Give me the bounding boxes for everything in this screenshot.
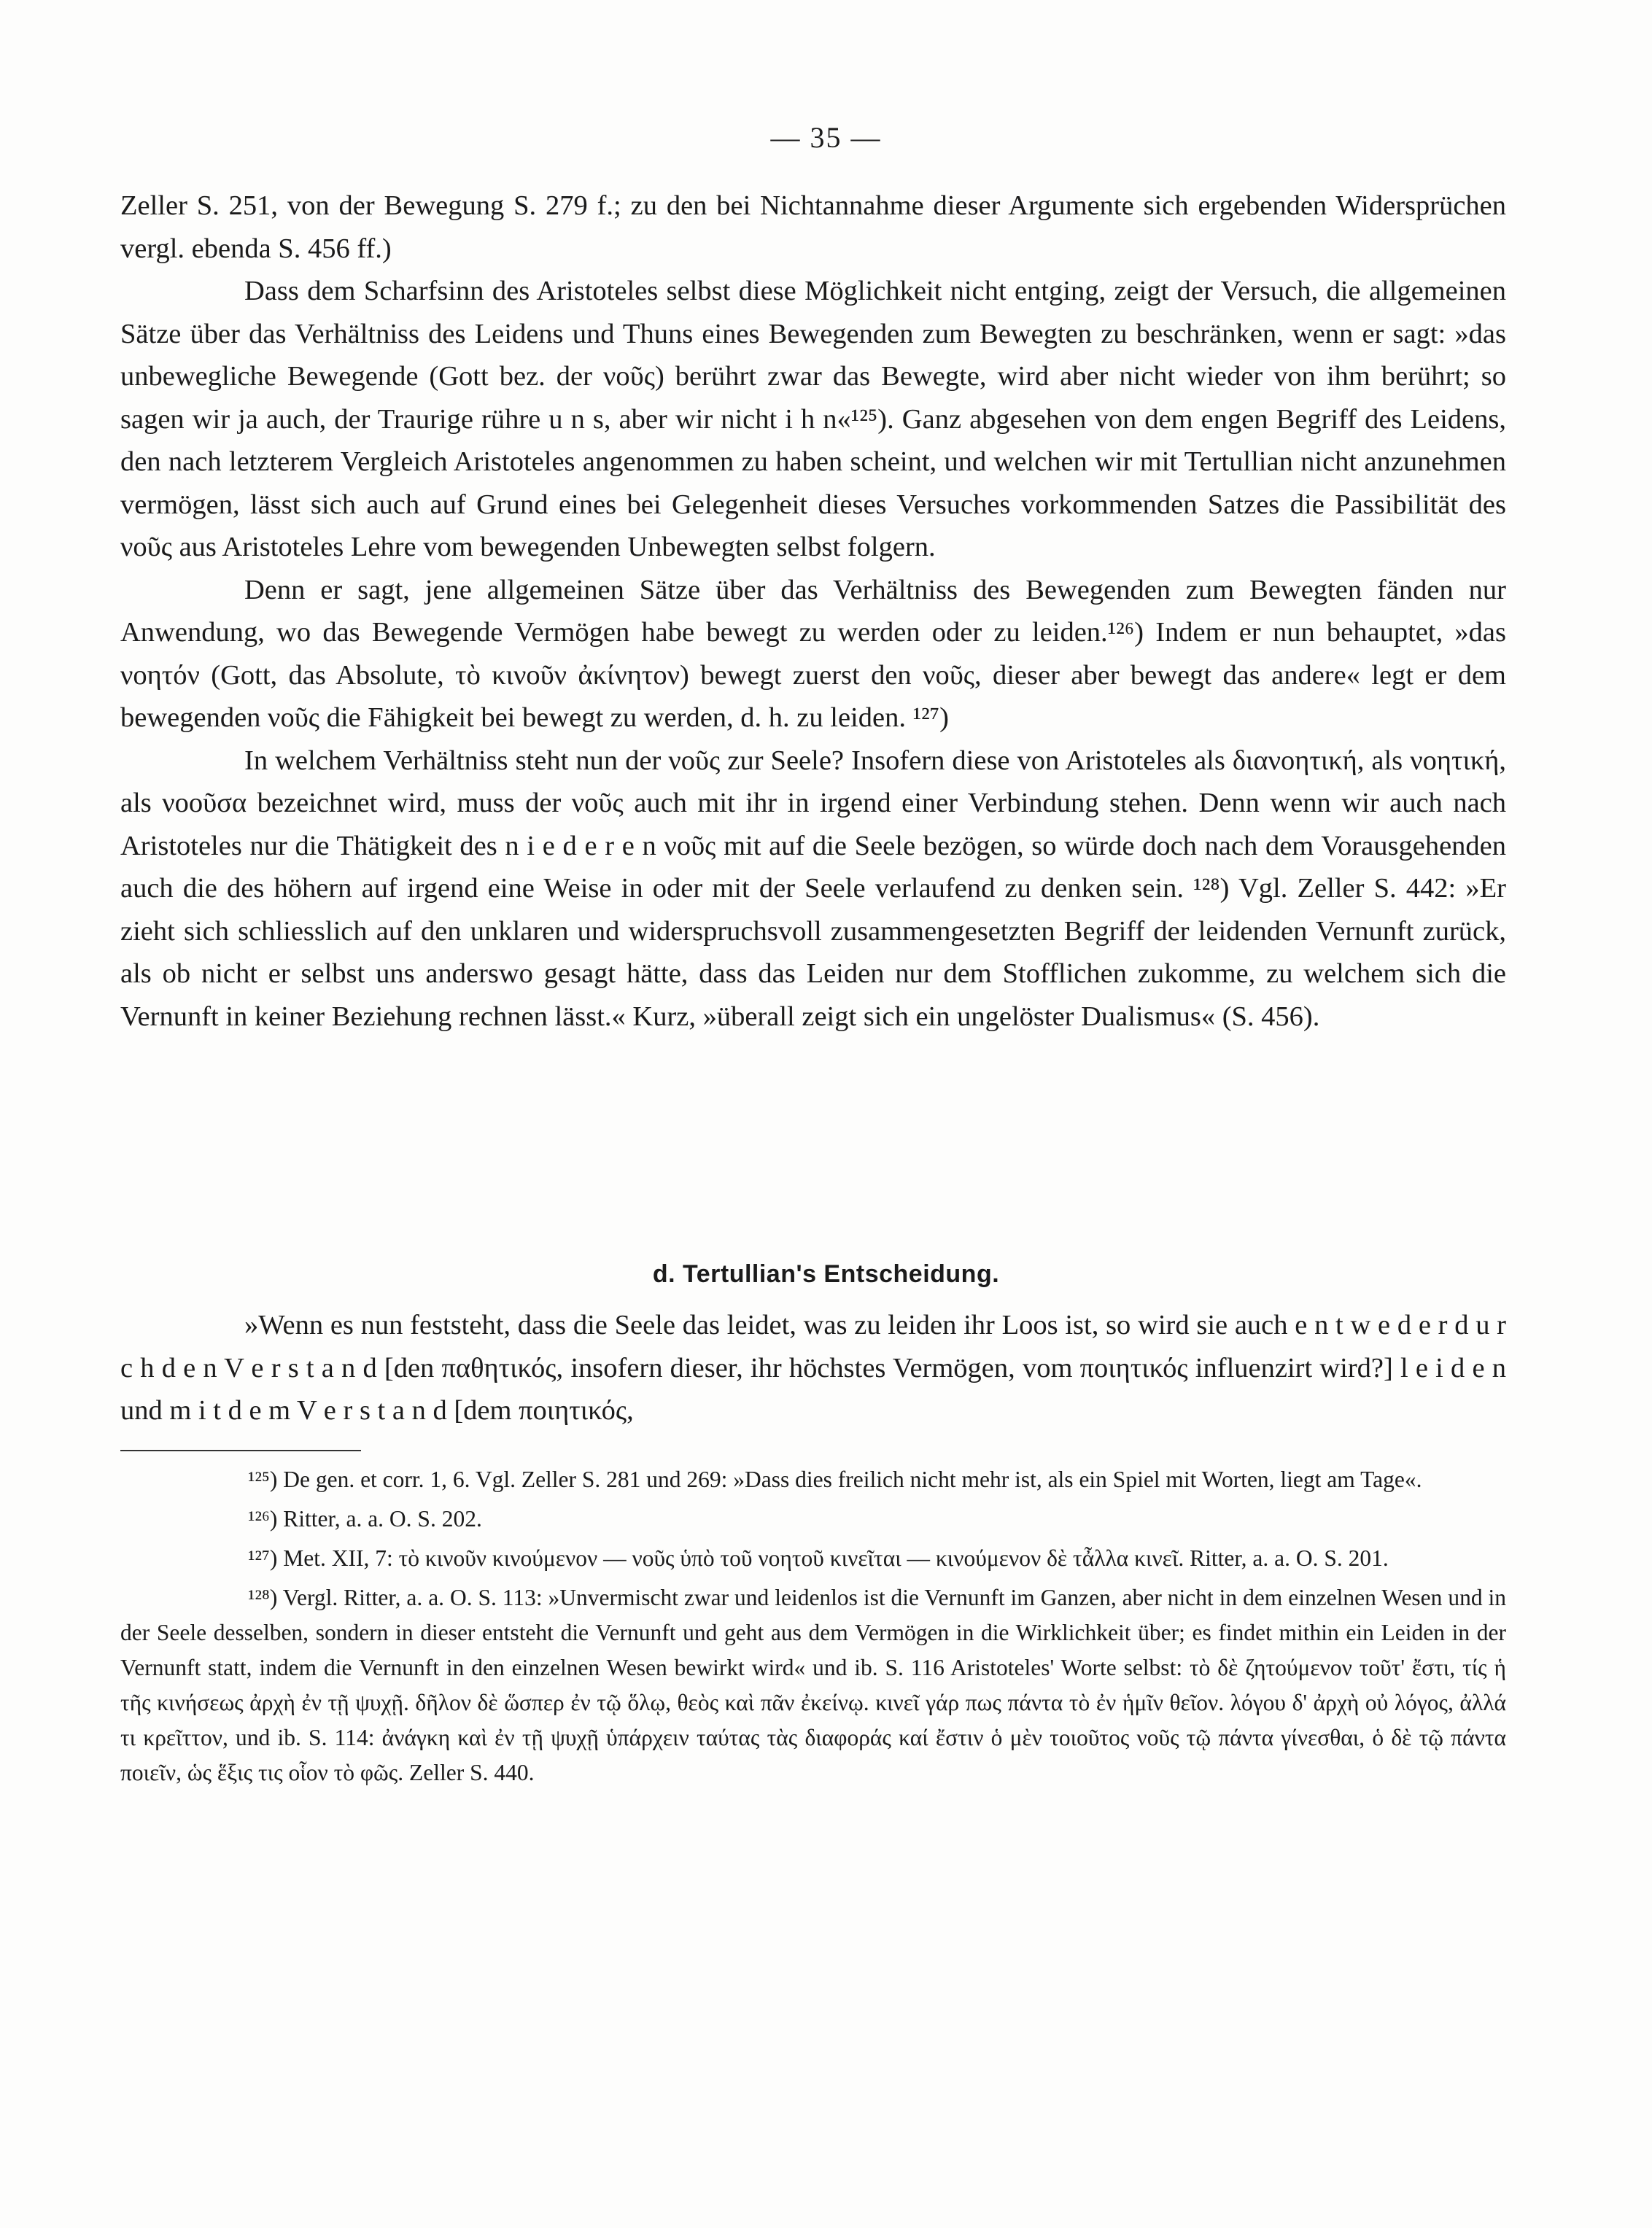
- footnote: ¹²⁶) Ritter, a. a. O. S. 202.: [248, 1506, 482, 1532]
- footnotes: [120, 1462, 1506, 1795]
- section-text: [120, 1304, 1506, 1432]
- footnote-divider: [120, 1450, 361, 1451]
- page-number: — 35 —: [770, 121, 882, 154]
- paragraph: Dass dem Scharfsinn des Aristoteles selbst diese Möglichkeit nicht entging, zeigt der Versuch, die allgemeinen Sätze über das Verhältniss des Leidens und Thuns eines Bewegenden zum Bewegten zu beschränken, wenn er sagt: »das unbewegliche Bewegende (Gott bez. der νοῦς) berührt zwar das Bewegte, wird aber nicht wieder von ihm berührt; so sagen wir ja auch, der Traurige rühre u n s, aber wir nicht i h n«¹²⁵). Ganz abgesehen von dem engen Begriff des Leidens, den nach letzterem Vergleich Aristoteles angenommen zu haben scheint, und welchen wir mit Tertullian nicht anzunehmen vermögen, lässt sich auch auf Grund eines bei Gelegenheit dieses Versuches vorkommenden Satzes die Passibilität des νοῦς aus Aristoteles Lehre vom bewegenden Unbewegten selbst folgern.: [120, 276, 1506, 562]
- paragraph: »Wenn es nun feststeht, dass die Seele das leidet, was zu leiden ihr Loos ist, so wird sie auch e n t w e d e r d u r c h d e n V e r s t a n d [den παθητικός, insofern dieser, ihr höchstes Vermögen, vom ποιητικός influenzirt wird?] l e i d e n und m i t d e m V e r s t a n d [dem ποιητικός,: [120, 1310, 1506, 1426]
- footnote: ¹²⁵) De gen. et corr. 1, 6. Vgl. Zeller S. 281 und 269: »Dass dies freilich nicht mehr ist, als ein Spiel mit Worten, liegt am Tage«.: [248, 1467, 1422, 1492]
- paragraph: Zeller S. 251, von der Bewegung S. 279 f.; zu den bei Nichtannahme dieser Argumente sich ergebenden Widersprüchen vergl. ebenda S. 456 ff.): [120, 190, 1506, 264]
- footnote: ¹²⁸) Vergl. Ritter, a. a. O. S. 113: »Unvermischt zwar und leidenlos ist die Vernunft im Ganzen, aber nicht in dem einzelnen Wesen und in der Seele desselben, sondern in dieser entsteht die Vernunft und geht aus dem Vermögen in die Wirklichkeit über; es findet mithin ein Leiden in der Vernunft statt, indem die Vernunft in den einzelnen Wesen bewirkt wird« und ib. S. 116 Aristoteles' Worte selbst: τὸ δὲ ζητούμενον τοῦτ' ἔστι, τίς ἡ τῆς κινήσεως ἀρχὴ ἐν τῇ ψυχῇ. δῆλον δὲ ὥσπερ ἐν τῷ ὅλῳ, θεὸς καὶ πᾶν ἐκείνῳ. κινεῖ γάρ πως πάντα τὸ ἐν ἡμῖν θεῖον. λόγου δ' ἀρχὴ οὐ λόγος, ἀλλά τι κρεῖττον, und ib. S. 114: ἀνάγκη καὶ ἐν τῇ ψυχῇ ὑπάρχειν ταύτας τὰς διαφοράς καί ἔστιν ὁ μὲν τοιοῦτος νοῦς τῷ πάντα γίνεσθαι, ὁ δὲ τῷ πάντα ποιεῖν, ὡς ἕξις τις οἷον τὸ φῶς. Zeller S. 440.: [120, 1585, 1506, 1785]
- section-heading: d. Tertullian's Entscheidung.: [652, 1260, 1000, 1288]
- footnote: ¹²⁷) Met. XII, 7: τὸ κινοῦν κινούμενον — νοῦς ὑπὸ τοῦ νοητοῦ κινεῖται — κινούμενον δὲ τἆλλα κινεῖ. Ritter, a. a. O. S. 201.: [248, 1545, 1389, 1571]
- main-text: [120, 185, 1506, 1038]
- paragraph: In welchem Verhältniss steht nun der νοῦς zur Seele? Insofern diese von Aristoteles als διανοητική, als νοητική, als νοοῦσα bezeichnet wird, muss der νοῦς auch mit ihr in irgend einer Verbindung stehen. Denn wenn wir auch nach Aristoteles nur die Thätigkeit des n i e d e r e n νοῦς mit auf die Seele bezögen, so würde doch nach dem Vorausgehenden auch die des höhern auf irgend eine Weise in oder mit der Seele verlaufend zu denken sein. ¹²⁸) Vgl. Zeller S. 442: »Er zieht sich schliesslich auf den unklaren und widerspruchsvoll zusammengesetzten Begriff der leidenden Vernunft zurück, als ob nicht er selbst uns anderswo gesagt hätte, dass das Leiden nur dem Stofflichen zukomme, zu welchem sich die Vernunft in keiner Beziehung rechnen lässt.« Kurz, »überall zeigt sich ein ungelöster Dualismus« (S. 456).: [120, 745, 1506, 1032]
- paragraph: Denn er sagt, jene allgemeinen Sätze über das Verhältniss des Bewegenden zum Bewegten fänden nur Anwendung, wo das Bewegende Vermögen habe bewegt zu werden oder zu leiden.¹²⁶) Indem er nun behauptet, »das νοητόν (Gott, das Absolute, τὸ κινοῦν ἀκίνητον) bewegt zuerst den νοῦς, dieser aber bewegt das andere« legt er dem bewegenden νοῦς die Fähigkeit bei bewegt zu werden, d. h. zu leiden. ¹²⁷): [120, 574, 1506, 733]
